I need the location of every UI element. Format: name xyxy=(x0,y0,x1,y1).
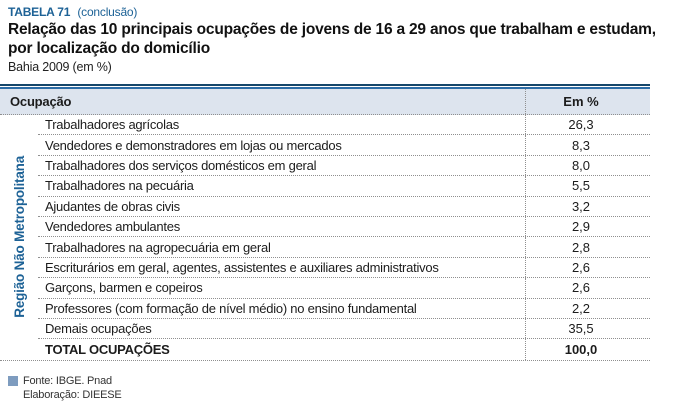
occupation-cell: Demais ocupações xyxy=(45,321,152,337)
occupation-cell: Escriturários em geral, agentes, assistentes e auxiliares administrativos xyxy=(45,259,439,275)
table-total-row xyxy=(38,339,650,359)
value-cell: 5,5 xyxy=(525,176,650,195)
value-cell: 2,6 xyxy=(525,258,650,277)
value-cell: 2,9 xyxy=(525,217,650,236)
table-number-suffix: (conclusão) xyxy=(77,5,138,19)
table-row xyxy=(38,176,650,196)
table-row xyxy=(38,135,650,155)
row-group-label: Região Não Metropolitana xyxy=(11,156,27,319)
table-row xyxy=(38,319,650,339)
table-body xyxy=(0,115,650,361)
table-row xyxy=(38,258,650,278)
table-row xyxy=(38,299,650,319)
value-cell: 2,8 xyxy=(525,237,650,256)
occupation-cell: Vendedores ambulantes xyxy=(45,219,180,235)
column-header-value: Em % xyxy=(525,89,650,114)
value-cell: 35,5 xyxy=(525,319,650,338)
source-line: Fonte: IBGE. Pnad xyxy=(23,374,112,387)
occupation-cell: Trabalhadores dos serviços domésticos em geral xyxy=(45,157,317,173)
value-cell: 2,2 xyxy=(525,299,650,318)
occupation-cell: Trabalhadores agrícolas xyxy=(45,117,179,133)
occupation-cell: Ajudantes de obras civis xyxy=(45,198,180,214)
page-title-line2: por localização do domicílio xyxy=(8,40,210,57)
table-header-row xyxy=(0,89,650,115)
table-number: TABELA 71 xyxy=(8,5,71,19)
source-footer xyxy=(8,374,700,402)
table-row xyxy=(38,278,650,298)
value-cell: 2,6 xyxy=(525,278,650,297)
column-header-occupation: Ocupação xyxy=(10,94,72,109)
value-cell: 3,2 xyxy=(525,197,650,216)
total-label-cell: TOTAL OCUPAÇÕES xyxy=(45,341,170,357)
value-cell: 8,3 xyxy=(525,135,650,154)
table-number-line xyxy=(8,4,700,20)
table-row xyxy=(38,115,650,135)
total-value-cell: 100,0 xyxy=(525,339,650,359)
data-table xyxy=(0,84,650,361)
table-row xyxy=(38,217,650,237)
table-row xyxy=(38,197,650,217)
occupation-cell: Trabalhadores na agropecuária em geral xyxy=(45,239,271,255)
value-cell: 8,0 xyxy=(525,156,650,175)
table-rows xyxy=(38,115,650,360)
occupation-cell: Garçons, barmen e copeiros xyxy=(45,280,203,296)
table-row xyxy=(38,237,650,257)
row-group-column xyxy=(0,115,38,360)
page-title-line1: Relação das 10 principais ocupações de jovens de 16 a 29 anos que trabalham e estudam, xyxy=(8,21,656,38)
page-subtitle: Bahia 2009 (em %) xyxy=(8,60,112,74)
title-block xyxy=(8,4,700,76)
occupation-cell: Vendedores e demonstradores em lojas ou mercados xyxy=(45,137,342,153)
occupation-cell: Professores (com formação de nível médio) no ensino fundamental xyxy=(45,300,417,316)
legend-square-icon xyxy=(8,376,18,386)
value-cell: 26,3 xyxy=(525,115,650,134)
table-row xyxy=(38,156,650,176)
elaboration-line: Elaboração: DIEESE xyxy=(23,388,122,401)
footer-text xyxy=(23,374,122,402)
occupation-cell: Trabalhadores na pecuária xyxy=(45,178,194,194)
